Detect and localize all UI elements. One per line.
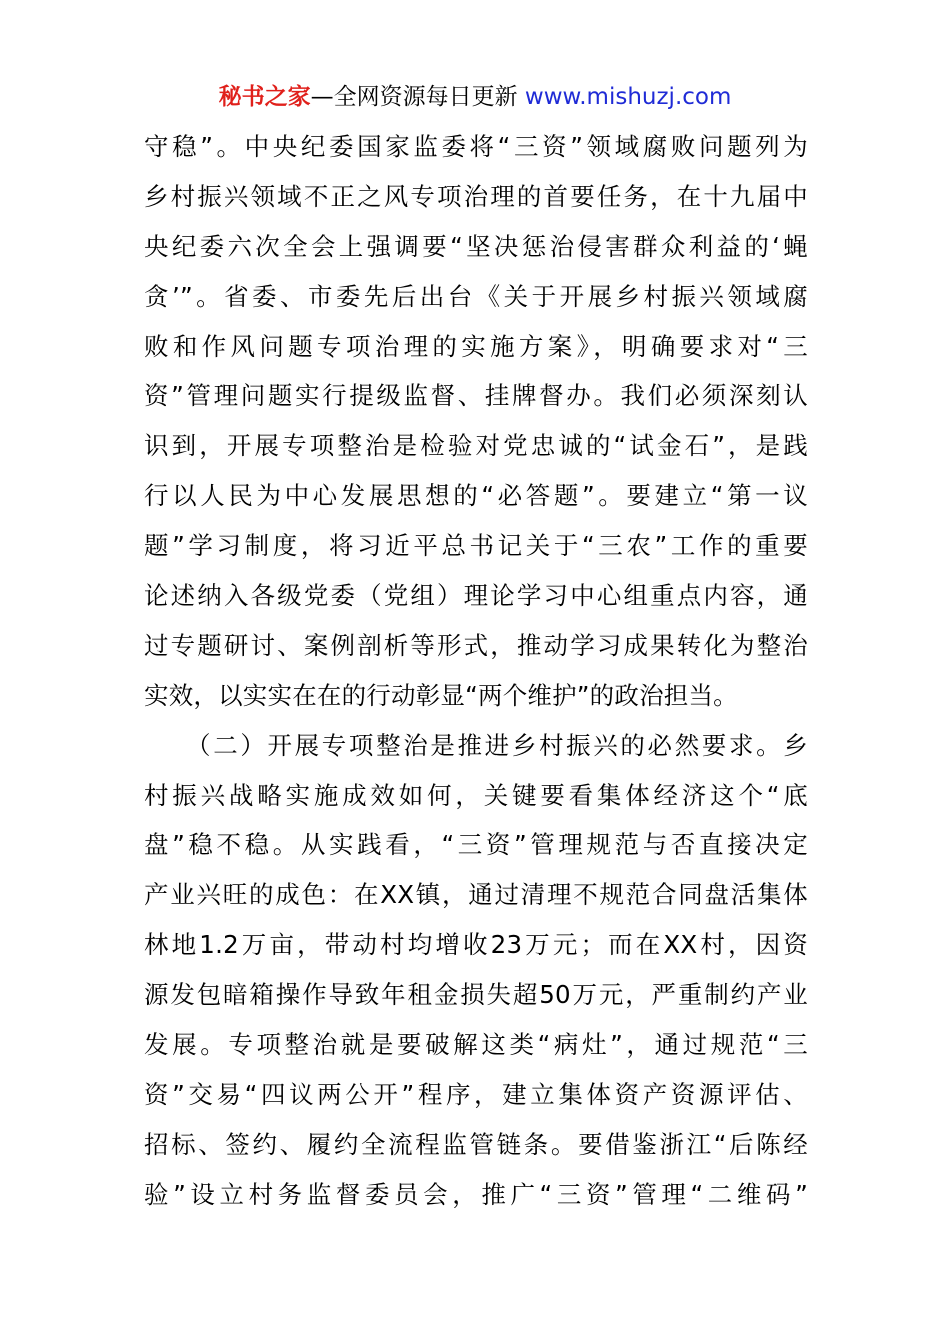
text-line: 题”学习制度，将习近平总书记关于“三农”工作的重要: [144, 531, 808, 561]
text-line: 源发包暗箱操作导致年租金损失超50万元，严重制约产业: [144, 980, 808, 1010]
text-line: 招标、签约、履约全流程监管链条。要借鉴浙江“后陈经: [144, 1129, 808, 1159]
site-url-link[interactable]: www.mishuzj.com: [524, 84, 732, 110]
text-line: 资”交易“四议两公开”程序，建立集体资产资源评估、: [144, 1079, 808, 1109]
document-header: [0, 80, 950, 114]
text-line: 行以人民为中心发展思想的“必答题”。要建立“第一议: [144, 481, 808, 511]
text-line: 实效，以实实在在的行动彰显“两个维护”的政治担当。: [144, 680, 738, 710]
document-body: [144, 122, 808, 1220]
text-line: 验”设立村务监督委员会，推广“三资”管理“二维码”: [144, 1179, 808, 1209]
paragraph-heading-line: （二）开展专项整治是推进乡村振兴的必然要求。乡: [144, 730, 808, 760]
site-name: 秘书之家: [218, 84, 311, 110]
text-line: 贪’”。省委、市委先后出台《关于开展乡村振兴领域腐: [144, 281, 808, 311]
text-line: 资”管理问题实行提级监督、挂牌督办。我们必须深刻认: [144, 381, 808, 411]
text-line: 发展。专项整治就是要破解这类“病灶”，通过规范“三: [144, 1030, 808, 1060]
text-line: 败和作风问题专项治理的实施方案》，明确要求对“三: [144, 331, 808, 361]
text-line: 产业兴旺的成色：在XX镇，通过清理不规范合同盘活集体: [144, 880, 808, 910]
text-line: 论述纳入各级党委（党组）理论学习中心组重点内容，通: [144, 581, 808, 611]
text-line: 过专题研讨、案例剖析等形式，推动学习成果转化为整治: [144, 630, 808, 660]
text-line: 乡村振兴领域不正之风专项治理的首要任务，在十九届中: [144, 181, 808, 211]
header-tagline: —全网资源每日更新: [310, 84, 518, 110]
text-line: 央纪委六次全会上强调要“坚决惩治侵害群众利益的‘蝇: [144, 231, 808, 261]
text-line: 林地1.2万亩，带动村均增收23万元；而在XX村，因资: [144, 930, 808, 960]
text-line: 村振兴战略实施成效如何，关键要看集体经济这个“底: [144, 780, 808, 810]
text-line: 识到，开展专项整治是检验对党忠诚的“试金石”，是践: [144, 431, 808, 461]
text-line: 守稳”。中央纪委国家监委将“三资”领域腐败问题列为: [144, 132, 808, 161]
text-line: 盘”稳不稳。从实践看，“三资”管理规范与否直接决定: [144, 830, 808, 860]
